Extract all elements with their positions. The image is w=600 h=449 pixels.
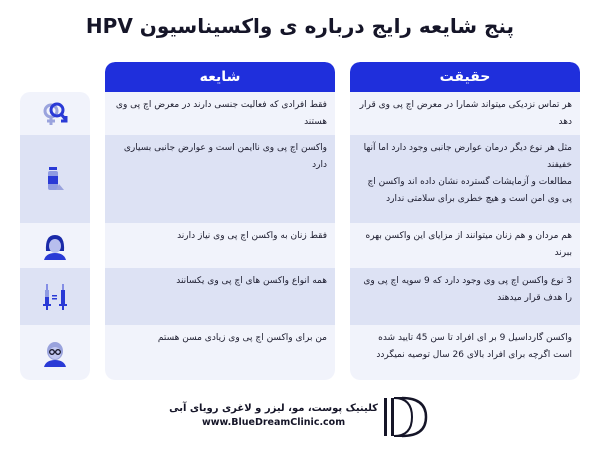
footer [0, 395, 600, 445]
icon-cell [20, 223, 90, 268]
woman-avatar-icon [40, 231, 70, 261]
myth-column [105, 62, 335, 380]
icon-cell [20, 325, 90, 380]
fact-cell: هم مردان و هم زنان میتوانند از مزایای این واکسن بهره ببرند [350, 223, 580, 268]
vaccine-vial-icon [40, 164, 70, 194]
myth-cell: فقط زنان به واکسن اچ پی وی نیاز دارند [105, 223, 335, 268]
fact-column [350, 62, 580, 380]
clinic-url[interactable]: www.BlueDreamClinic.com [201, 417, 346, 428]
myth-cell: من برای واکسن اچ پی وی زیادی مسن هستم [105, 325, 335, 380]
myth-cell: فقط افرادی که فعالیت جنسی دارند در معرض اچ پی وی هستند [105, 92, 335, 135]
fact-cell: واکسن گارداسیل 9 بر ای افراد تا سن 45 تایید شده است اگرچه برای افراد بالای 26 سال توصیه نمیگردد [350, 325, 580, 380]
footer-text [169, 403, 378, 428]
icon-cell [20, 268, 90, 325]
icon-cell [20, 135, 90, 223]
myth-cell: واکسن اچ پی وی ناایمن است و عوارض جانبی بسیاری دارد [105, 135, 335, 223]
fact-cell: 3 نوع واکسن اچ پی وی وجود دارد که 9 سویه اچ پی وی را هدف قرار میدهند [350, 268, 580, 325]
myth-header: شایعه [105, 62, 335, 92]
page-title: پنج شایعه رایج درباره ی واکسیناسیون HPV [85, 14, 515, 38]
fact-text-extra: مطالعات و آزمایشات گسترده نشان داده اند واکسن اچ پی وی امن است و هیچ خطری برای سلامتی ندارد [367, 177, 572, 204]
elderly-person-icon [40, 338, 70, 368]
icon-column [20, 92, 90, 380]
clinic-logo-icon [382, 395, 430, 439]
myth-cell: همه انواع واکسن های اچ پی وی یکسانند [105, 268, 335, 325]
fact-cell: هر تماس نزدیکی میتواند شمارا در معرض اچ پی وی قرار دهد [350, 92, 580, 135]
gender-symbols-icon [40, 99, 70, 129]
clinic-name: کلینیک پوست، مو، لیزر و لاغری رویای آبی [169, 403, 378, 414]
fact-header: حقیقت [350, 62, 580, 92]
syringes-equal-icon [40, 282, 70, 312]
icon-cell [20, 92, 90, 135]
fact-text: مثل هر نوع دیگر درمان عوارض جانبی وجود دارد اما آنها خفیفند [363, 143, 572, 170]
fact-cell [350, 135, 580, 223]
